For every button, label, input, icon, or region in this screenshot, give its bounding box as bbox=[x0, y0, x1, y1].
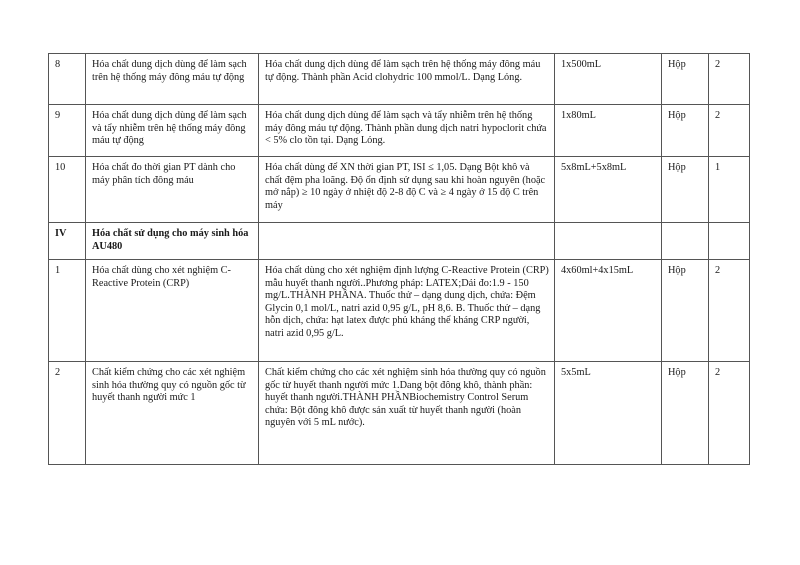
item-name: Hóa chất dung dịch dùng để làm sạch trên hệ thống máy đông máu tự động bbox=[86, 54, 259, 105]
unit: Hộp bbox=[662, 105, 709, 157]
row-number: 10 bbox=[49, 157, 86, 223]
row-number: 1 bbox=[49, 260, 86, 362]
table-row bbox=[49, 157, 750, 223]
quantity: 2 bbox=[709, 260, 750, 362]
unit: Hộp bbox=[662, 260, 709, 362]
item-specification: Hóa chất dung dịch dùng để làm sạch trên hệ thống máy đông máu tự động. Thành phần Acid clohydric 100 mmol/L. Dạng Lỏng. bbox=[259, 54, 555, 105]
row-number: 2 bbox=[49, 362, 86, 465]
item-specification: Hóa chất dùng cho xét nghiệm định lượng C-Reactive Protein (CRP) mẫu huyết thanh người..Phương pháp: LATEX;Dải đo:1.9 - 150 mg/L.THÀNH PHẦNA. Thuốc thử – dạng dung dịch, chứa: Đệm Glycin 0,1 mol/L, natri azid 0,95 g/L, pH 8,6. B. Thuốc thử – dạng hỗn dịch, chứa: hạt latex được phủ kháng thể kháng CRP người, natri azid 0,95 g/L. bbox=[259, 260, 555, 362]
section-number: IV bbox=[49, 223, 86, 260]
item-specification: Hóa chất dung dịch dùng để làm sạch và tẩy nhiễm trên hệ thống máy đông máu tự động. Thành phần dung dịch natri hypoclorit chứa < 5% clo tồn tại. Dạng Lỏng. bbox=[259, 105, 555, 157]
quantity: 1 bbox=[709, 157, 750, 223]
equipment-table bbox=[48, 53, 750, 465]
quantity bbox=[709, 223, 750, 260]
unit: Hộp bbox=[662, 157, 709, 223]
quantity: 2 bbox=[709, 105, 750, 157]
packaging bbox=[555, 223, 662, 260]
section-title: Hóa chất sử dụng cho máy sinh hóa AU480 bbox=[86, 223, 259, 260]
packaging: 1x500mL bbox=[555, 54, 662, 105]
item-specification bbox=[259, 223, 555, 260]
unit: Hộp bbox=[662, 362, 709, 465]
table-row bbox=[49, 362, 750, 465]
table-row bbox=[49, 54, 750, 105]
table-row bbox=[49, 105, 750, 157]
packaging: 5x5mL bbox=[555, 362, 662, 465]
item-name: Chất kiểm chứng cho các xét nghiệm sinh hóa thường quy có nguồn gốc từ huyết thanh người mức 1 bbox=[86, 362, 259, 465]
packaging: 5x8mL+5x8mL bbox=[555, 157, 662, 223]
packaging: 4x60ml+4x15mL bbox=[555, 260, 662, 362]
quantity: 2 bbox=[709, 54, 750, 105]
item-name: Hóa chất đo thời gian PT dành cho máy phân tích đông máu bbox=[86, 157, 259, 223]
row-number: 8 bbox=[49, 54, 86, 105]
section-header-row bbox=[49, 223, 750, 260]
table-row bbox=[49, 260, 750, 362]
item-specification: Hóa chất dùng để XN thời gian PT, ISI ≤ 1,05. Dạng Bột khô và chất đệm pha loãng. Độ ổn định sử dụng sau khi hoàn nguyên (hoặc mở nắp) ≥ 10 ngày ở nhiệt độ 2-8 độ C và ≥ 4 ngày ở 15 độ C trên máy bbox=[259, 157, 555, 223]
packaging: 1x80mL bbox=[555, 105, 662, 157]
item-name: Hóa chất dùng cho xét nghiệm C-Reactive Protein (CRP) bbox=[86, 260, 259, 362]
unit bbox=[662, 223, 709, 260]
row-number: 9 bbox=[49, 105, 86, 157]
item-name: Hóa chất dung dịch dùng để làm sạch và tẩy nhiễm trên hệ thống máy đông máu tự động bbox=[86, 105, 259, 157]
item-specification: Chất kiểm chứng cho các xét nghiệm sinh hóa thường quy có nguồn gốc từ huyết thanh người mức 1.Dang bột đông khô, thành phần: huyết thanh người.THÀNH PHẦNBiochemistry Control Serum chứa: Bột đông khô được sản xuất từ huyết thanh người (hoàn nguyên với 5 mL nước). bbox=[259, 362, 555, 465]
quantity: 2 bbox=[709, 362, 750, 465]
unit: Hộp bbox=[662, 54, 709, 105]
